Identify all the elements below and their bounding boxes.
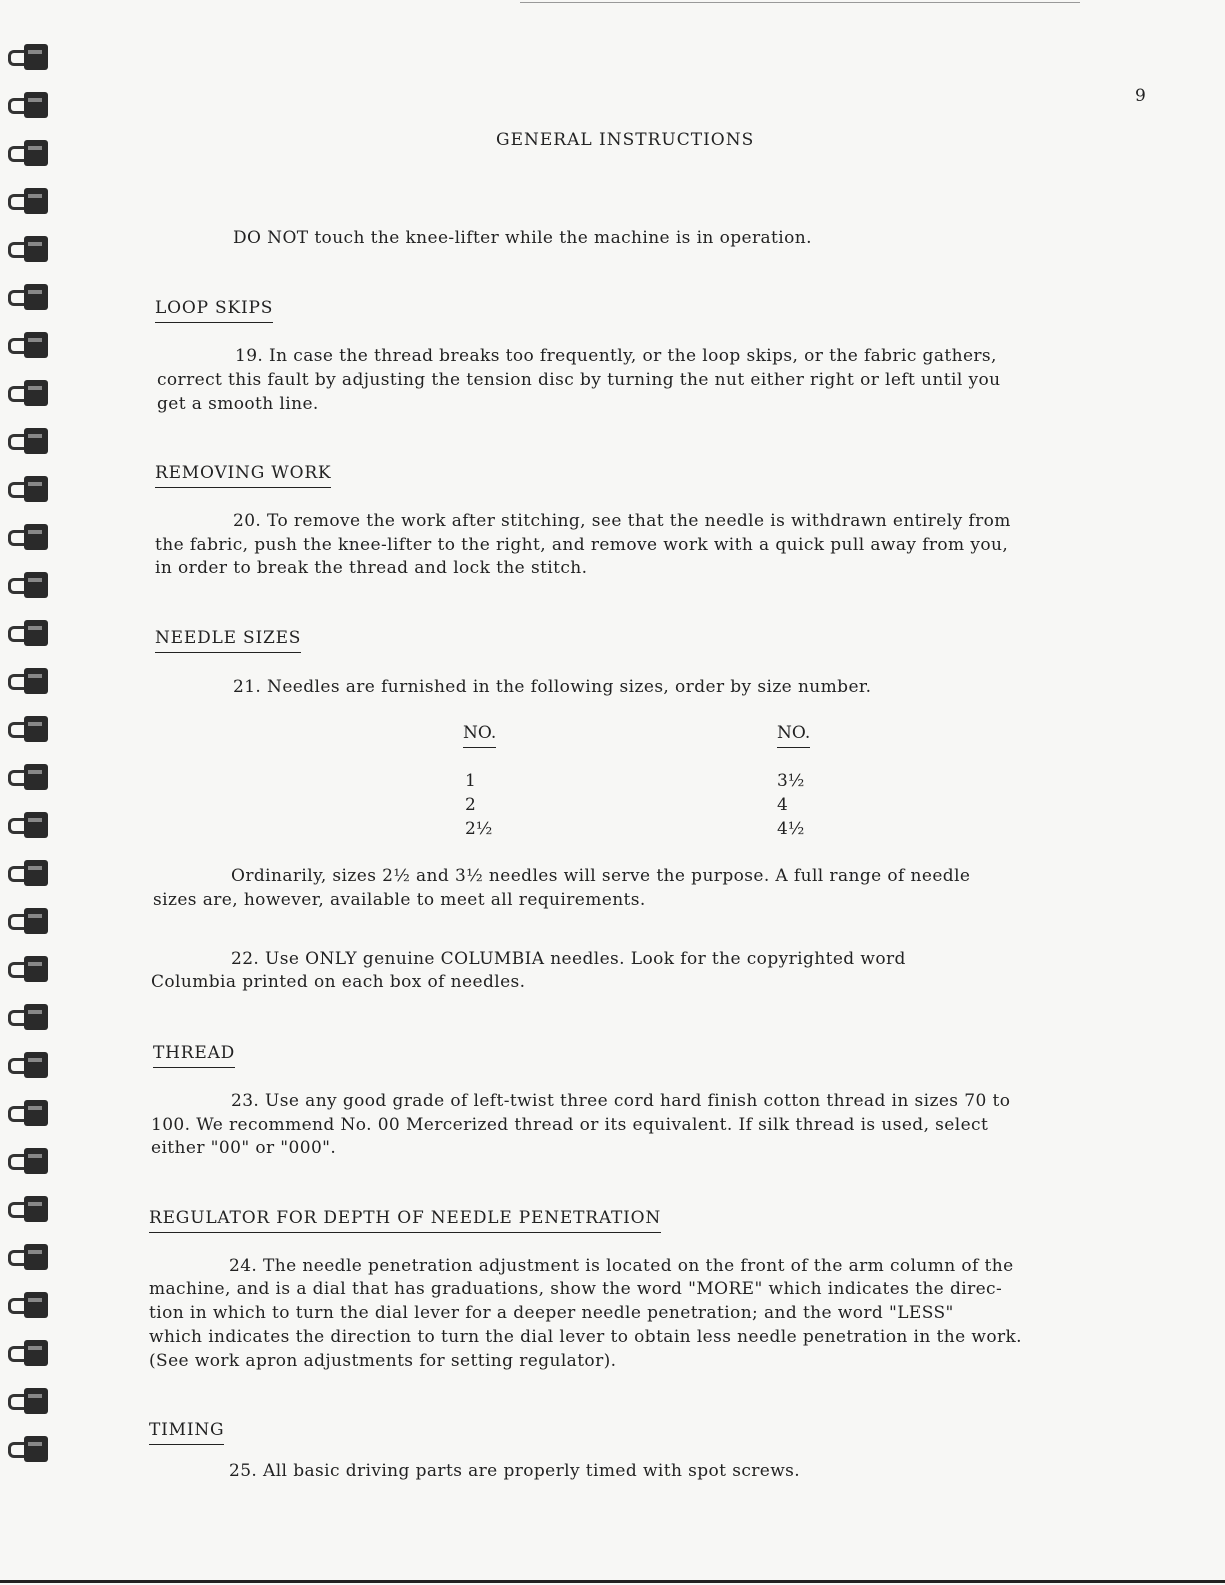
loop-skips-line-1: 19. In case the thread breaks too frequently, or the loop skips, or the fabric gathers, <box>235 346 997 366</box>
regulator-line-4: which indicates the direction to turn the dial lever to obtain less needle penetration in the work. <box>149 1327 1022 1347</box>
heading-removing-work: REMOVING WORK <box>155 463 331 488</box>
binding-ring <box>8 428 54 454</box>
removing-work-line-2: the fabric, push the knee-lifter to the right, and remove work with a quick pull away from you, <box>155 535 1009 555</box>
binding-ring <box>8 524 54 550</box>
page-title: GENERAL INSTRUCTIONS <box>496 130 755 150</box>
timing-line-1: 25. All basic driving parts are properly timed with spot screws. <box>229 1461 801 1481</box>
binding-ring <box>8 668 54 694</box>
needle-table-col2-header: NO. <box>777 723 810 748</box>
page-number: 9 <box>1135 86 1146 106</box>
regulator-line-3: tion in which to turn the dial lever for a deeper needle penetration; and the word "LESS" <box>149 1303 954 1323</box>
regulator-line-1: 24. The needle penetration adjustment is located on the front of the arm column of the <box>229 1256 1014 1276</box>
regulator-line-2: machine, and is a dial that has graduations, show the word "MORE" which indicates the direc- <box>149 1279 1003 1299</box>
binding-ring <box>8 764 54 790</box>
thread-line-1: 23. Use any good grade of left-twist three cord hard finish cotton thread in sizes 70 to <box>231 1091 1011 1111</box>
heading-timing: TIMING <box>149 1420 224 1445</box>
loop-skips-line-2: correct this fault by adjusting the tension disc by turning the nut either right or left until you <box>157 370 1001 390</box>
ordinarily-line-2: sizes are, however, available to meet all requirements. <box>153 890 646 910</box>
genuine-needles-line-1: 22. Use ONLY genuine COLUMBIA needles. Look for the copyrighted word <box>231 949 906 969</box>
binding-ring <box>8 1052 54 1078</box>
thread-line-2: 100. We recommend No. 00 Mercerized thread or its equivalent. If silk thread is used, select <box>151 1115 989 1135</box>
binding-ring <box>8 1004 54 1030</box>
needle-size-cell: 2½ <box>465 819 493 839</box>
needle-size-cell: 3½ <box>777 771 805 791</box>
binding-ring <box>8 380 54 406</box>
heading-needle-sizes: NEEDLE SIZES <box>155 628 301 653</box>
genuine-needles-line-2: Columbia printed on each box of needles. <box>151 972 526 992</box>
thread-line-3: either "00" or "000". <box>151 1138 337 1158</box>
binding-ring <box>8 92 54 118</box>
intro-warning: DO NOT touch the knee-lifter while the machine is in operation. <box>233 228 812 248</box>
needle-sizes-line-1: 21. Needles are furnished in the following sizes, order by size number. <box>233 677 872 697</box>
binding-ring <box>8 620 54 646</box>
binding-ring <box>8 476 54 502</box>
binding-ring <box>8 44 54 70</box>
loop-skips-line-3: get a smooth line. <box>157 394 319 414</box>
binding-ring <box>8 140 54 166</box>
removing-work-line-1: 20. To remove the work after stitching, see that the needle is withdrawn entirely from <box>233 511 1011 531</box>
heading-thread: THREAD <box>153 1043 235 1068</box>
binding-ring <box>8 572 54 598</box>
binding-ring <box>8 1436 54 1462</box>
binding-ring <box>8 956 54 982</box>
spiral-binding <box>8 0 58 1585</box>
binding-ring <box>8 908 54 934</box>
binding-ring <box>8 1196 54 1222</box>
binding-ring <box>8 284 54 310</box>
regulator-line-5: (See work apron adjustments for setting regulator). <box>149 1351 617 1371</box>
ordinarily-line-1: Ordinarily, sizes 2½ and 3½ needles will serve the purpose. A full range of needle <box>231 866 971 886</box>
binding-ring <box>8 716 54 742</box>
removing-work-line-3: in order to break the thread and lock the stitch. <box>155 558 588 578</box>
needle-size-cell: 4½ <box>777 819 805 839</box>
needle-size-cell: 2 <box>465 795 476 815</box>
binding-ring <box>8 1100 54 1126</box>
needle-size-cell: 1 <box>465 771 476 791</box>
needle-table-col1-header: NO. <box>463 723 496 748</box>
binding-ring <box>8 860 54 886</box>
binding-ring <box>8 1148 54 1174</box>
binding-ring <box>8 812 54 838</box>
needle-size-cell: 4 <box>777 795 788 815</box>
binding-ring <box>8 188 54 214</box>
binding-ring <box>8 236 54 262</box>
scan-top-edge <box>520 2 1080 3</box>
binding-ring <box>8 1388 54 1414</box>
binding-ring <box>8 1244 54 1270</box>
heading-regulator: REGULATOR FOR DEPTH OF NEEDLE PENETRATION <box>149 1208 661 1233</box>
binding-ring <box>8 1292 54 1318</box>
scan-bottom-edge <box>0 1580 1225 1583</box>
binding-ring <box>8 1340 54 1366</box>
heading-loop-skips: LOOP SKIPS <box>155 298 273 323</box>
binding-ring <box>8 332 54 358</box>
